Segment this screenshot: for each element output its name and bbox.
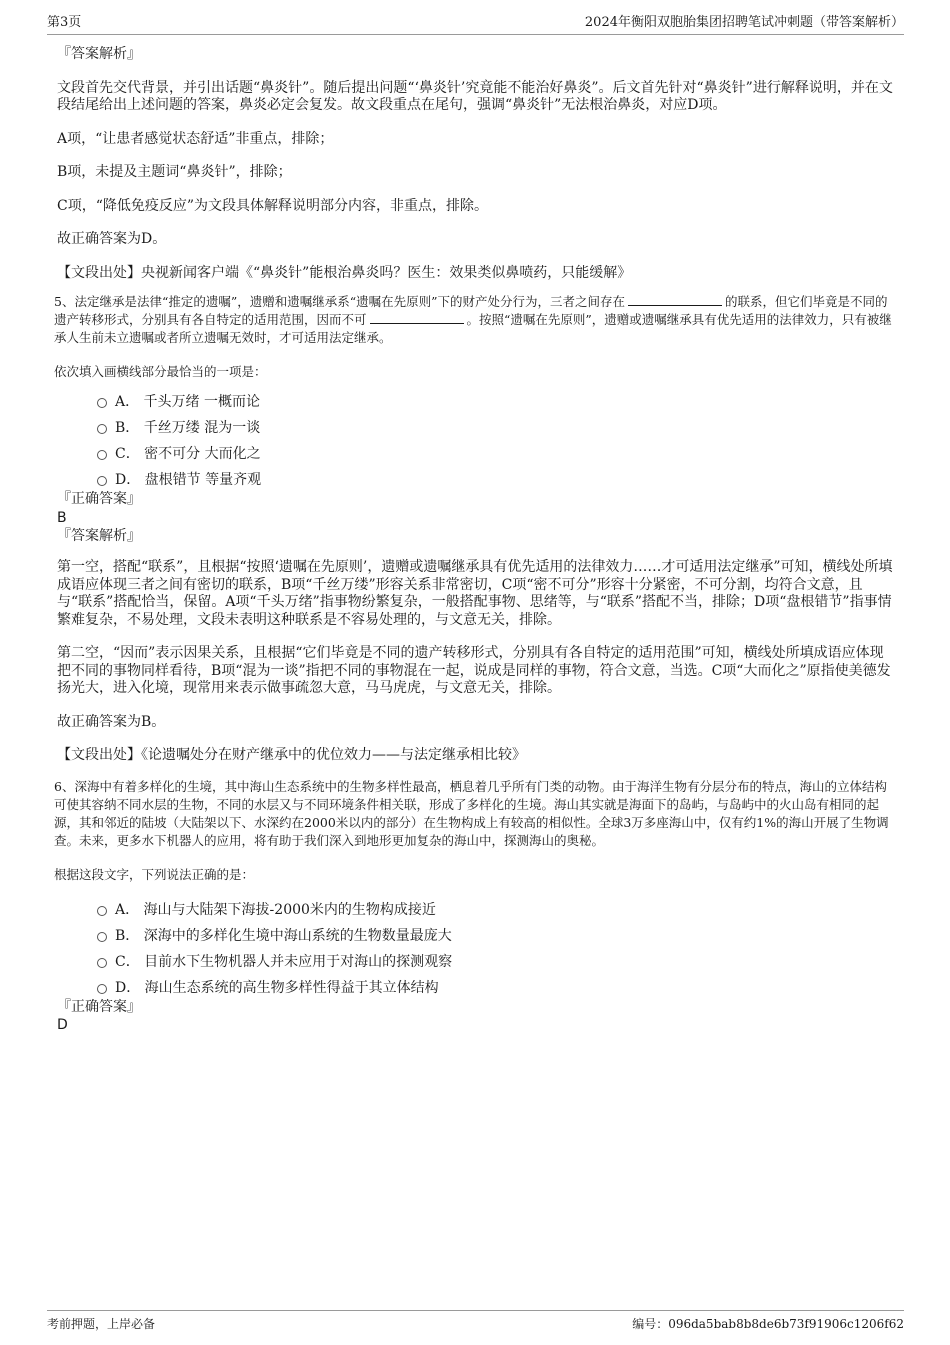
source-citation: 【文段出处】央视新闻客户端《“鼻炎针”能根治鼻炎吗？医生：效果类似鼻喷药，只能缓解》 bbox=[57, 264, 632, 281]
analysis-item-c: C项，“降低免疫反应”为文段具体解释说明部分内容，非重点，排除。 bbox=[57, 197, 489, 214]
option-b[interactable] bbox=[57, 419, 897, 445]
option-label: B． 千丝万缕 混为一谈 bbox=[115, 420, 261, 436]
option-d[interactable] bbox=[57, 471, 897, 497]
option-label: D． 盘根错节 等量齐观 bbox=[115, 472, 262, 488]
radio-icon[interactable] bbox=[97, 958, 107, 968]
analysis-item-a: A项，“让患者感觉状态舒适”非重点，排除； bbox=[57, 130, 334, 147]
question-5-stem bbox=[54, 293, 897, 347]
blank-2 bbox=[370, 311, 464, 324]
page-content bbox=[54, 46, 897, 1034]
option-label: C． 目前水下生物机器人并未应用于对海山的探测观察 bbox=[115, 953, 453, 970]
radio-icon[interactable] bbox=[97, 450, 107, 460]
option-label: A． 千头万绪 一概而论 bbox=[115, 394, 261, 410]
radio-icon[interactable] bbox=[97, 398, 107, 408]
option-a[interactable] bbox=[57, 393, 897, 419]
footer-slogan: 考前押题，上岸必备 bbox=[47, 1317, 156, 1331]
correct-answer-label: 『正确答案』 bbox=[57, 491, 141, 507]
document-code: 编号：096da5bab8b8de6b73f91906c1206f62 bbox=[632, 1317, 904, 1331]
option-c[interactable] bbox=[57, 445, 897, 471]
question-5-prompt: 依次填入画横线部分最恰当的一项是： bbox=[54, 364, 267, 379]
option-label: C． 密不可分 大而化之 bbox=[115, 446, 261, 462]
question-5-stem-part1: 5、法定继承是法律“推定的遗嘱”，遗赠和遗嘱继承系“遗嘱在先原则”下的财产处分行为，三者之间存在 bbox=[54, 294, 626, 309]
question-5-stem-part2: 的联系，但它们毕竟是不同的遗产转移形式，分别具有各自特定的适用范围，因而不可 bbox=[54, 294, 888, 327]
blank-1 bbox=[628, 293, 722, 306]
radio-icon[interactable] bbox=[97, 906, 107, 916]
option-d[interactable] bbox=[57, 979, 897, 1005]
analysis-paragraph-1: 第一空，搭配“联系”，且根据“按照‘遗嘱在先原则’，遗赠或遗嘱继承具有优先适用的法律效力……才可适用法定继承”可知，横线处所填成语应体现三者之间有密切的联系，B项“千丝万缕”形容关系非常密切，C项“密不可分”形容十分紧密，不可分割，均符合文意，且与“联系”搭配恰当，保留。A项“千头万绪”指事物纷繁复杂，一般搭配事物、思绪等，与“联系”搭配不当，排除；D项“盘根错节”指事情繁难复杂，不易处理，文段未表明这种联系是不容易处理的，与文意无关，排除。 bbox=[57, 559, 893, 628]
question-6-options bbox=[57, 901, 897, 1005]
analysis-item-b: B项，未提及主题词“鼻炎针”，排除； bbox=[57, 164, 292, 180]
question-5-stem-part3: 。按照“遗嘱在先原则”，遗赠或遗嘱继承具有优先适用的法律效力，只有被继承人生前未立遗嘱或者所立遗嘱无效时，才可适用法定继承。 bbox=[54, 312, 892, 345]
option-c[interactable] bbox=[57, 953, 897, 979]
radio-icon[interactable] bbox=[97, 424, 107, 434]
conclusion: 故正确答案为D。 bbox=[57, 231, 167, 247]
option-b[interactable] bbox=[57, 927, 897, 953]
conclusion: 故正确答案为B。 bbox=[57, 713, 166, 730]
radio-icon[interactable] bbox=[97, 476, 107, 486]
option-label: D． 海山生态系统的高生物多样性得益于其立体结构 bbox=[115, 979, 439, 996]
correct-answer: B bbox=[57, 509, 67, 526]
analysis-text: 文段首先交代背景，并引出话题“鼻炎针”。随后提出问题“‘鼻炎针’究竟能不能治好鼻炎”。后文首先针对“鼻炎针”进行解释说明，并在文段结尾给出上述问题的答案，鼻炎必定会复发。故文段重点在尾句，强调“鼻炎针”无法根治鼻炎，对应D项。 bbox=[57, 79, 893, 113]
radio-icon[interactable] bbox=[97, 984, 107, 994]
question-6-prompt: 根据这段文字，下列说法正确的是： bbox=[54, 866, 255, 882]
option-label: B． 深海中的多样化生境中海山系统的生物数量最庞大 bbox=[115, 927, 452, 944]
option-a[interactable] bbox=[57, 901, 897, 927]
source-citation: 【文段出处】《论遗嘱处分在财产继承中的优位效力——与法定继承相比较》 bbox=[57, 747, 526, 763]
page-footer bbox=[47, 1310, 904, 1335]
page-number: 第3页 bbox=[47, 15, 82, 30]
option-label: A． 海山与大陆架下海拔-2000米内的生物构成接近 bbox=[115, 901, 436, 918]
correct-answer: D bbox=[57, 1017, 68, 1033]
correct-answer-label: 『正确答案』 bbox=[57, 998, 141, 1015]
page-header bbox=[47, 14, 904, 35]
document-title: 2024年衡阳双胞胎集团招聘笔试冲刺题（带答案解析） bbox=[584, 15, 904, 30]
radio-icon[interactable] bbox=[97, 932, 107, 942]
question-6-stem: 6、深海中有着多样化的生境，其中海山生态系统中的生物多样性最高，栖息着几乎所有门类的动物。由于海洋生物有分层分布的特点，海山的立体结构可使其容纳不同水层的生物，不同的水层又与不同环境条件相关联，形成了多样化的生境。海山其实就是海面下的岛屿，与岛屿中的火山岛有相同的起源，其和邻近的陆坡（大陆架以下、水深约在2000米以内的部分）在生物构成上有较高的相似性。全球3万多座海山中，仅有约1%的海山开展了生物调查。未来，更多水下机器人的应用，将有助于我们深入到地形更加复杂的海山中，探测海山的奥秘。 bbox=[54, 778, 889, 848]
question-5-options bbox=[57, 393, 897, 497]
analysis-paragraph-2: 第二空，“因而”表示因果关系，且根据“它们毕竟是不同的遗产转移形式，分别具有各自特定的适用范围”可知，横线处所填成语应体现把不同的事物同样看待，B项“混为一谈”指把不同的事物混在一起，说成是同样的事物，符合文意，当选。C项“大而化之”原指使美德发扬光大，进入化境，现常用来表示做事疏忽大意，马马虎虎，与文意无关，排除。 bbox=[57, 645, 891, 696]
analysis-label: 『答案解析』 bbox=[57, 46, 141, 62]
analysis-label: 『答案解析』 bbox=[57, 527, 141, 544]
